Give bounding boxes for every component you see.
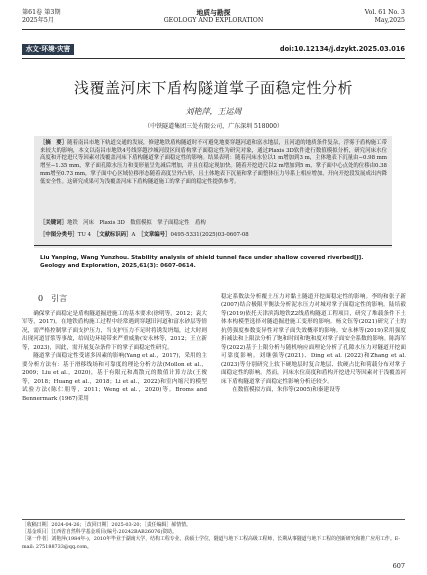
clc-label: ［中图分类号］ (40, 232, 78, 238)
article-no-value: 0495-5331(2025)03-0607-08 (170, 232, 249, 238)
doc-code-label: ［文献标识码］ (96, 232, 132, 238)
section-tag: 水文·环境·灾害 (22, 44, 74, 55)
footnotes (22, 522, 405, 551)
right-column (221, 293, 406, 394)
abstract-text: 随着南昌市地下轨道交通的发展，修建地铁盾构隧道时不可避免地要穿越河道和富水地层，且河道的地质条件复杂，浮雾于盾构施工带来较大的影响，本文以南昌市地铁4号线穿越沙城河段区间盾构掌子面稳定性为研究对象，通过Plaxis 3D软件进行数值模拟分析，研究河床水位高度和开挖进尺等因素对浅覆盖河床下盾构隧道掌子面稳定性的影响。结果表明：随着河床水位以1 m增加到3 m，主体地表下沉量由−0.98 mm增至−1.35 mm，掌子面孔隙水压力和变形量呈先减后增加，并且在稳定现加快。随着开挖进尺以2 m增加到5 m，掌子面中心点处的位移由0.38 mm增至0.73 mm，掌子面中心区域位移形态随着高度呈外凸形，且土体地表下沉量和掌子面整体压力导系上相应增加，开向开挖段发展成出内降低安全性。这研究成果可为浅覆盖河床下盾构隧道施工的掌子面的稳定性提供参考。 (40, 140, 387, 185)
paper-title: 浅覆盖河床下盾构隧道掌子面稳定性分析 (73, 79, 353, 97)
footnote-funding: ［基金项目］江西省自然科学基金项目(编号:20242BAB26076)资助。 (22, 529, 177, 536)
journal-name-cn: 地质与勘探 (196, 9, 231, 17)
abstract-rule (34, 245, 392, 246)
authors: 刘艳萍，王运周 (185, 107, 242, 116)
body-paragraph: 在数值模拟方面，朱伟等(2005)和秦建设等 (232, 386, 341, 393)
keywords (40, 219, 387, 227)
body-paragraph: 隧道掌子面稳定性受诸多因素的影响(Yang et al.，2017)，采用的主要分析方法有：基于滑移线场和可靠度的理论分析方法(Mollon et al.，2009；Liu et al.，2020)，基于有限元和离散元的数值计算方法(王俊等，2018；Huang et al.，2018；Li et al.，2022)和室内缩尺的模型试验方法(陈仁朋等，2011；Weng et al.，2020)等。Broms and Bennermark (1967)采用 (22, 353, 207, 402)
header-rule (22, 29, 405, 30)
header-date-cn: 2025年5月 (22, 17, 55, 24)
body-paragraph: 确保掌子面稳定是盾构隧道掘进施工的基本要求(徐明等，2012；袁大军等，2017)。在地铁盾构施工过程中经常遇到穿越旧河道和富水砂层等情况，需严格控制掌子面支护压力，当支护压力不足时将诱发坍塌，过大时则出现河道冒浆等事故，给周边环境带来严重威胁(安永林等，2012；王立新等，2023)，因此，需开展复杂条件下的掌子面稳定性研究。 (22, 311, 207, 351)
abstract (40, 140, 387, 186)
footnote-dates: ［收稿日期］2024-04-26；［改回日期］2025-03-20；［责任编辑］郝情情。 (22, 522, 191, 528)
affiliation: （中铁隧道集团三处有限公司，广东深圳 518000） (144, 123, 283, 130)
header-journal (0, 9, 427, 25)
header-vol-cn: 第61卷 第3期 (22, 9, 61, 16)
keywords-text: 地铁 河床 Plaxis 3D 数值模拟 掌子面稳定性 盾构 (66, 220, 206, 226)
journal-name-en: GEOLOGY AND EXPLORATION (163, 17, 264, 24)
section-heading-intro: 0 引言 (38, 294, 68, 303)
article-no-label: ［文章编号］ (140, 232, 171, 238)
doc-code-value: A (131, 232, 136, 238)
left-column (22, 310, 207, 403)
header-date-en: May,2025 (374, 17, 405, 24)
classification (40, 231, 387, 239)
clc-value: TU 4 (77, 232, 92, 238)
doi: doi:10.12134/j.dzykt.2025.03.016 (279, 45, 405, 53)
citation: Liu Yanping, Wang Yunzhou. Stability analysis of shield tunnel face under shallow covered riverbed[J]. Geology and Exploration, 2025,61(3): 0607-0614. (40, 255, 364, 269)
page-number: 607 (392, 562, 405, 570)
doi-rule (22, 58, 405, 59)
footnote-rule (22, 519, 405, 520)
header-volume-en (365, 9, 405, 25)
footnote-author: ［第一作者］刘艳萍(1984年-)，2010年毕业于湖南大学，结构工程专业，获硕士学位，隧道与地下工程高级工程师，长期从事隧道与地下工程的创新研究和推广应用工作。E-mail: 275188733@qq.com。 (22, 536, 401, 550)
body-paragraph: 稳定系数法分析覆土压力对黏土隧道开挖面稳定性的影响。李昀和张子新(2007)结合极限平衡法分析泥水压力对城对掌子面稳定性的影响。陆培毅等(2019)依托天津滨海地铁Z2线盾构隧道工程项目，研究了堆载条件下土体本构模型选择对隧道掘进施工变形的影响。杨文钰等(2021)研究了土的抗剪强度参数变异性对掌子面失效概率的影响。安永林等(2019)采用强度折减法和上限法分析了饱和时间和饱和度对掌子面安全系数的影响。陈海军等(2022)基于上限分析与随机响应面理论分析了孔隙水压力对隧道开挖面可靠度影响。刘继强等(2021)、Ding et al. (2022)和Zhang et al.(2023)等分别研究上软下硬地层时复合地层、软硬占比和荷载分布对掌子面稳定性的影响。然而，河床水位高度和盾构开挖进尺等因素对于浅覆盖河床下盾构隧道掌子面稳定性影响分析还较少。 (221, 294, 406, 385)
header-vol-en: Vol. 61 No. 3 (364, 9, 405, 16)
keywords-label: ［关键词］ (40, 220, 67, 226)
abstract-label: ［摘 要］ (40, 140, 68, 146)
